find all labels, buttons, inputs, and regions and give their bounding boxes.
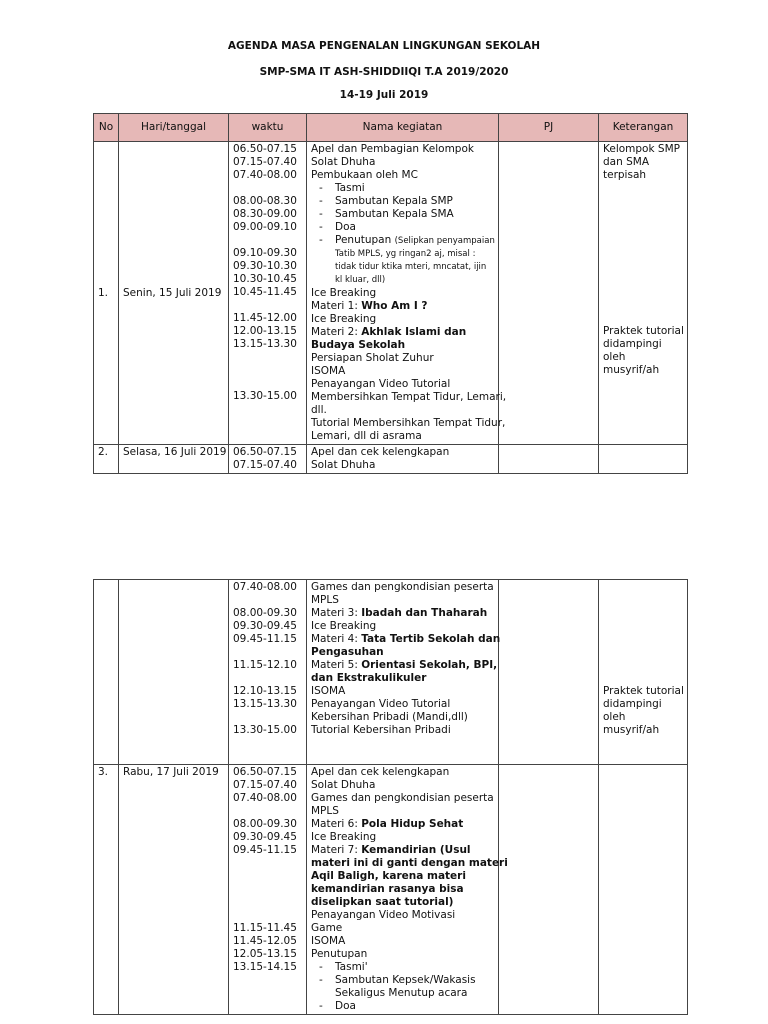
agenda-table-2 — [93, 579, 688, 1015]
pj-cell — [499, 445, 599, 474]
table-row — [94, 580, 688, 765]
row-day: Selasa, 16 Juli 2019 — [119, 445, 229, 474]
time-cell: 06.50-07.15 07.15-07.40 — [229, 445, 307, 474]
time-cell: 06.50-07.15 07.15-07.40 07.40-08.00 08.00-08.30 08.30-09.00 09.00-09.10 09.10-09.30 09.30-10.30 10.30-10.45 10.45-11.45 11.45-12.00 12.00-13.15 13.15-13.30 13.30-15.00 — [229, 142, 307, 445]
time-cell: 06.50-07.15 07.15-07.40 07.40-08.00 08.00-09.30 09.30-09.45 09.45-11.15 11.15-11.45 11.45-12.05 12.05-13.15 13.15-14.15 — [229, 765, 307, 1015]
col-header-time: waktu — [229, 114, 307, 142]
activity-cell: Apel dan cek kelengkapan Solat Dhuha Games dan pengkondisian peserta MPLS Materi 6: Pola Hidup Sehat Ice Breaking Materi 7: Kemandirian (Usul materi ini di ganti dengan materi Aqil Baligh, karena materi kemandirian rasanya bisa diselipkan saat tutorial) Penayangan Video Motivasi Game ISOMA Penutupan - Tasmi' - Sambutan Kepsek/Wakasis Sekaligus Menutup acara - Doa — [307, 765, 499, 1015]
notes-cell — [599, 445, 688, 474]
row-day — [119, 580, 229, 765]
activity-cell: Apel dan Pembagian Kelompok Solat Dhuha Pembukaan oleh MC - Tasmi - Sambutan Kepala SMP - Sambutan Kepala SMA - Doa - Penutupan (Selipkan penyampaian Tatib MPLS, yg ringan2 aj, misal : tidak tidur ktika mteri, mncatat, ijin kl kluar, dll) Ice Breaking Materi 1: Who Am I ? Ice Breaking Materi 2: Akhlak Islami dan Budaya Sekolah Persiapan Sholat Zuhur ISOMA Penayangan Video Tutorial Membersihkan Tempat Tidur, Lemari, dll. Tutorial Membersihkan Tempat Tidur, Lemari, dll di asrama — [307, 142, 499, 445]
col-header-notes: Keterangan — [599, 114, 688, 142]
doc-subtitle: SMP-SMA IT ASH-SHIDDIIQI T.A 2019/2020 — [259, 66, 509, 78]
table-row — [94, 765, 688, 1015]
col-header-activity: Nama kegiatan — [307, 114, 499, 142]
notes-cell: Praktek tutorial didampingi oleh musyrif/ah — [599, 580, 688, 765]
agenda-table-1 — [93, 113, 688, 474]
col-header-day: Hari/tanggal — [119, 114, 229, 142]
pj-cell — [499, 580, 599, 765]
col-header-no: No — [94, 114, 119, 142]
col-header-pj: PJ — [499, 114, 599, 142]
table-row — [94, 142, 688, 445]
table-row — [94, 445, 688, 474]
row-number — [94, 580, 119, 765]
row-number: 2. — [94, 445, 119, 474]
time-cell: 07.40-08.00 08.00-09.30 09.30-09.45 09.45-11.15 11.15-12.10 12.10-13.15 13.15-13.30 13.30-15.00 — [229, 580, 307, 765]
notes-cell — [599, 765, 688, 1015]
activity-cell: Apel dan cek kelengkapan Solat Dhuha — [307, 445, 499, 474]
doc-title: AGENDA MASA PENGENALAN LINGKUNGAN SEKOLAH — [227, 40, 541, 52]
activity-cell: Games dan pengkondisian peserta MPLS Materi 3: Ibadah dan Thaharah Ice Breaking Materi 4: Tata Tertib Sekolah dan Pengasuhan Materi 5: Orientasi Sekolah, BPI, dan Ekstrakulikuler ISOMA Penayangan Video Tutorial Kebersihan Pribadi (Mandi,dll) Tutorial Kebersihan Pribadi — [307, 580, 499, 765]
pj-cell — [499, 142, 599, 445]
row-day: Rabu, 17 Juli 2019 — [119, 765, 229, 1015]
notes-cell: Kelompok SMP dan SMA terpisah Praktek tutorial didampingi oleh musyrif/ah — [599, 142, 688, 445]
table-header-row — [94, 114, 688, 142]
row-number: 1. — [94, 142, 119, 445]
row-number: 3. — [94, 765, 119, 1015]
doc-date: 14-19 Juli 2019 — [339, 89, 429, 101]
pj-cell — [499, 765, 599, 1015]
row-day: Senin, 15 Juli 2019 — [119, 142, 229, 445]
